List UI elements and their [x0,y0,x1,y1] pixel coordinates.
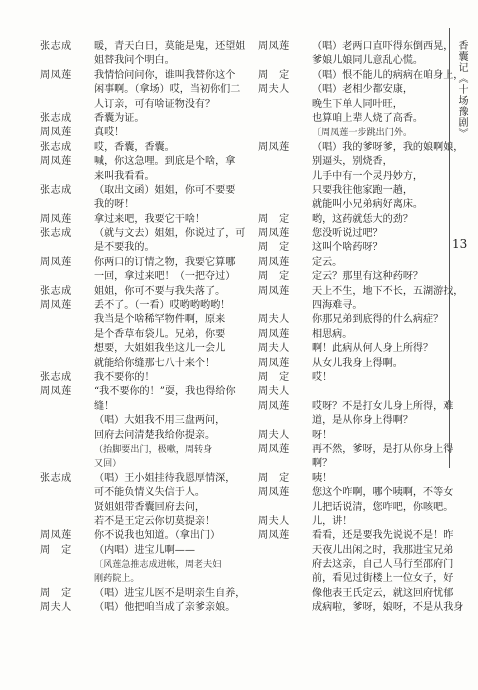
stage-direction: 〔风莲急推志成进帐，周老夫妇 [94,560,222,571]
speaker-name: 周 定 [258,213,290,225]
script-line [258,385,448,399]
script-line [258,256,448,270]
script-line [40,558,245,572]
script-line [40,69,245,83]
dialogue-text: （取出文函）姐姐，你可不要要 [94,184,236,196]
dialogue-text: 成病啦，爹呀，娘呀，不是从我身 [312,602,464,614]
speaker-name: 周凤莲 [258,256,290,268]
dialogue-text: 闲事啊。（拿场）哎，当初你们二 [94,84,241,96]
script-line [40,587,245,601]
script-line [40,40,245,54]
speaker-name: 周凤莲 [258,400,290,412]
dialogue-text: 是个香草布袋儿。兄弟，你要 [94,328,226,340]
dialogue-text: 只要我往他家跑一趟， [312,184,413,196]
dialogue-text: 就能叫小兄弟病好离床。 [312,199,424,211]
dialogue-text: 喊，你这急哩。到底是个啥，拿 [94,156,236,168]
script-line [40,112,245,126]
dialogue-text: 我不要你的！ [94,371,155,383]
script-line [40,443,245,457]
dialogue-text: 爹娘儿娘同儿意乱心慌。 [312,55,424,67]
dialogue-text: 也算咱上辈人烧了高香。 [312,112,424,124]
script-line [258,457,448,471]
script-line [258,572,454,586]
dialogue-text: 来叫我看看。 [94,170,155,182]
script-line [258,371,448,385]
script-line [40,213,245,227]
dialogue-text: （唱）王小姐挂待我恩厚情深， [94,472,236,484]
speaker-name: 张志成 [40,112,72,124]
script-line [40,126,245,140]
dialogue-text: 四海难寻。 [312,300,363,312]
dialogue-text: 可不能负情义失信于人。 [94,487,206,499]
script-line [258,601,464,615]
script-line [258,313,448,327]
speaker-name: 周夫人 [40,602,72,614]
dialogue-text: （唱）大姐我不用三盘两问， [94,415,226,427]
dialogue-text: 啊！此病从何人身上所得？ [312,343,434,355]
script-line [40,371,245,385]
speaker-name: 周凤莲 [40,530,72,542]
script-line [40,83,245,97]
speaker-name: 张志成 [40,371,72,383]
speaker-name: 周凤莲 [258,443,290,455]
script-line [40,241,245,255]
dialogue-text: （唱）我的爹呀爹，我的娘啊娘， [312,141,464,153]
script-line [40,457,245,471]
speaker-name: 周凤莲 [258,487,290,499]
dialogue-text: 相思病。 [312,328,353,340]
script-line [258,69,464,83]
dialogue-text: （就与文去）姐姐，你说过了，可 [94,228,246,240]
dialogue-text: 这叫个啥药呀？ [312,242,383,254]
speaker-name: 周夫人 [258,314,290,326]
margin-rule [449,28,450,468]
speaker-name: 张志成 [40,184,72,196]
script-line [40,385,245,399]
dialogue-text: 您这个咋啊，哪个咦啊，不等女 [312,487,454,499]
dialogue-text: 儿，讲！ [312,515,353,527]
dialogue-text: （唱）老相少都安康， [312,84,413,96]
script-line [258,443,454,457]
dialogue-text: 咦！ [312,472,333,484]
dialogue-text: 前，看见过街楼上一位女子，好 [312,573,454,585]
script-line [40,515,245,529]
speaker-name: 周凤莲 [258,357,290,369]
speaker-name: 周 定 [40,544,72,556]
dialogue-text: 定云。 [312,256,343,268]
script-line [40,601,245,615]
stage-direction: 〔周凤莲一步跳出门外。 [312,128,413,139]
dialogue-text: 看看，还是要我先说说不是！昨 [312,530,454,542]
script-line [258,328,448,342]
dialogue-text: 哎呀？不是打女儿身上所得，难 [312,400,454,412]
script-line [258,40,454,54]
script-line [258,529,454,543]
stage-direction: 又回） [94,459,122,470]
dialogue-text: 一回，拿过来吧！（一把夺过） [94,271,236,283]
script-line [40,155,245,169]
script-line [258,112,448,126]
speaker-name: 张志成 [40,285,72,297]
script-line [40,400,245,414]
script-line [258,429,448,443]
script-line [258,98,448,112]
dialogue-text: 儿手中有一个灵丹妙方， [312,170,424,182]
script-line [258,501,454,515]
script-line [40,141,245,155]
dialogue-text: （唱）他把咱当成了亲爹亲娘。 [94,602,236,614]
dialogue-text: 哟，这药就恁大的劲？ [312,213,413,225]
dialogue-text: 想要，大姐姐我坐这儿一会儿 [94,343,226,355]
dialogue-text: 回府去问清楚我给你提亲。 [94,429,216,441]
script-line [258,83,448,97]
speaker-name: 周凤莲 [258,41,290,52]
dialogue-text: 姐替我问个明白。 [94,55,175,67]
dialogue-text: 像他表王氏定云，就这回府忧郁 [312,587,454,599]
script-line [258,587,454,601]
speaker-name: 张志成 [40,472,72,484]
speaker-name: 周夫人 [258,343,290,355]
script-line [40,198,245,212]
script-line [258,213,448,227]
script-line [258,198,448,212]
script-line [40,98,245,112]
speaker-name: 周凤莲 [40,256,72,268]
script-line [258,414,448,428]
dialogue-text: 定云？那里有这种药呀？ [312,271,424,283]
script-line [40,256,245,270]
dialogue-text: 丢不了。（一看）哎哟哟哟哟！ [94,300,231,312]
speaker-name: 周凤莲 [40,386,72,398]
script-line [258,558,454,572]
dialogue-text: 你那兄弟到底得的什么病症？ [312,314,444,326]
speaker-name: 周凤莲 [40,127,72,139]
speaker-name: 周凤莲 [40,300,72,312]
script-line [40,414,245,428]
dialogue-text: （唱）恨不能儿的病病在咱身上， [312,69,464,81]
dialogue-text: 你两口的订情之物，我要它算哪 [94,256,236,268]
script-line [40,572,245,586]
speaker-name: 张志成 [40,141,72,153]
script-line [40,529,245,543]
dialogue-text: 真哎！ [94,127,125,139]
dialogue-text: （唱）进宝儿医不是明亲生自养， [94,587,246,599]
script-line [40,270,245,284]
dialogue-text: （唱）老两口直吓得东倒西晃， [312,41,454,52]
dialogue-text: 府去这亲，自己人马行至邵府门 [312,559,454,571]
script-line [258,126,448,140]
speaker-name: 周凤莲 [258,285,290,297]
speaker-name: 周凤莲 [258,228,290,240]
script-line [258,141,464,155]
dialogue-text: 从女儿我身上得啊。 [312,357,403,369]
script-line [258,486,454,500]
stage-direction: （抬脚要出门，极嗽，周转身 [94,444,213,455]
dialogue-text: 天上不生，地下不长，五湖游找， [312,285,464,297]
speaker-name: 周夫人 [258,386,290,398]
script-line [258,241,448,255]
dialogue-text: 哎，香囊，香囊。 [94,141,175,153]
speaker-name: 周夫人 [258,84,290,96]
dialogue-text: 别逼头，别烧香， [312,156,393,168]
script-line [258,270,448,284]
speaker-name: 张志成 [40,41,72,52]
script-line [258,170,448,184]
script-line [258,299,448,313]
stage-direction: 刚药院上。 [94,574,140,585]
dialogue-text: 啊？ [312,458,333,470]
script-line [258,357,448,371]
script-line [40,501,245,515]
page-number: 13 [452,237,468,251]
speaker-name: 周 定 [258,472,290,484]
dialogue-text: 是不要我的。 [94,242,155,254]
running-title: 香囊记《十场豫剧》 [456,40,467,139]
speaker-name: 周凤莲 [40,69,72,81]
script-line [40,184,245,198]
script-line [258,515,448,529]
script-line [40,170,245,184]
dialogue-text: 我的呀！ [94,199,135,211]
left-column [40,40,245,616]
script-line [40,486,245,500]
script-line [40,544,245,558]
script-line [258,184,448,198]
dialogue-text: “我不要你的！”耍，我也得给你 [94,386,236,398]
speaker-name: 周凤莲 [40,213,72,225]
script-line [258,155,448,169]
speaker-name: 周凤莲 [40,156,72,168]
script-line [40,342,245,356]
dialogue-text: 就能给你缝那七八十来个！ [94,357,216,369]
script-line [40,429,245,443]
script-line [258,227,448,241]
dialogue-text: 香囊为证。 [94,112,145,124]
dialogue-text: 道，是从你身上得啊？ [312,415,413,427]
dialogue-text: 人订亲，可有啥证物没有？ [94,98,216,110]
speaker-name: 周 定 [258,371,290,383]
dialogue-text: 儿把话说清，您咋吧，你咳吧。 [312,501,454,513]
script-line [40,227,245,241]
dialogue-text: 天夜儿出闲之时，我那进宝兄弟 [312,544,454,556]
speaker-name: 周 定 [40,587,72,599]
script-line [258,544,454,558]
dialogue-text: 贤姐姐带香囊回府去问， [94,501,206,513]
speaker-name: 周 定 [258,69,290,81]
dialogue-text: 晚生下单人同叶旺， [312,98,403,110]
script-line [40,357,245,371]
speaker-name: 周凤莲 [258,328,290,340]
speaker-name: 周凤莲 [258,530,290,542]
dialogue-text: 我当是个啥稀罕物件啊，原来 [94,314,226,326]
script-line [40,54,245,68]
script-line [40,299,245,313]
dialogue-text: 哎！ [312,371,333,383]
speaker-name: 周夫人 [258,515,290,527]
script-line [40,313,245,327]
script-line [258,472,448,486]
dialogue-text: 拿过来吧，我要它干啥！ [94,213,206,225]
speaker-name: 周夫人 [258,429,290,441]
script-line [258,342,448,356]
dialogue-text: 姐姐，你可不要与我失落了。 [94,285,226,297]
dialogue-text: 再不然，爹呀，是打从你身上得 [312,443,454,455]
dialogue-text: 缝！ [94,400,115,412]
dialogue-text: 您没听说过吧？ [312,228,383,240]
speaker-name: 周 定 [258,271,290,283]
speaker-name: 周凤莲 [258,141,290,153]
dialogue-text: 我情恰问问你，谁叫我替你这个 [94,69,236,81]
script-line [258,400,454,414]
dialogue-text: （内唱）进宝儿啊—— [94,544,195,556]
script-line [258,285,464,299]
script-line [40,328,245,342]
dialogue-text: 若不是王定云你切莫提亲！ [94,515,216,527]
speaker-name: 张志成 [40,228,72,240]
dialogue-text: 你不说我也知道。（拿出门） [94,530,221,542]
script-line [258,54,448,68]
dialogue-text: 呀！ [312,429,333,441]
speaker-name: 周 定 [258,242,290,254]
dialogue-text: 暖，青天白日，莫能是鬼，还望姐 [94,41,246,52]
script-line [40,472,245,486]
script-line [40,285,245,299]
